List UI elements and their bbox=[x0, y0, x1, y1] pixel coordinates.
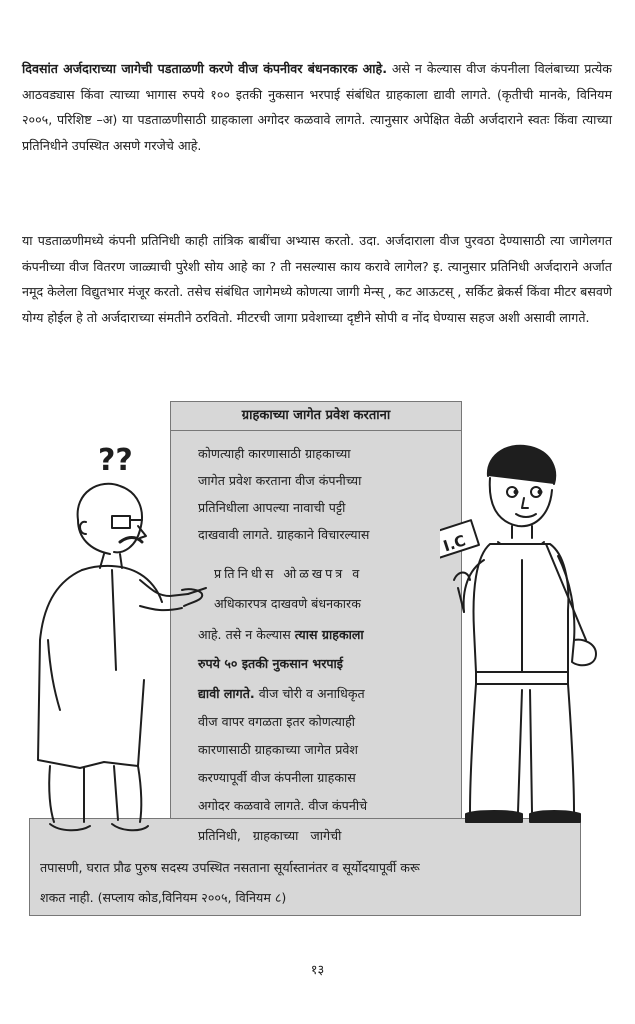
intro-paragraph bbox=[22, 56, 612, 158]
box-line-bold bbox=[198, 650, 343, 677]
box-line: प्रतिनिधीला आपल्या नावाची पट्टी bbox=[198, 500, 346, 515]
box-line: जागेत प्रवेश करताना वीज कंपनीच्या bbox=[198, 473, 362, 488]
question-marks: ?? bbox=[98, 443, 133, 478]
box-line: कोणत्याही कारणासाठी ग्राहकाच्या bbox=[198, 446, 351, 461]
box-bold-text: रुपये ५० इतकी नुकसान भरपाई bbox=[198, 656, 343, 671]
box-line: करण्यापूर्वी वीज कंपनीला ग्राहकास bbox=[198, 770, 356, 785]
box-line-text: वीज चोरी व अनाधिकृत bbox=[258, 686, 365, 701]
box-line: अगोदर कळवावे लागते. वीज कंपनीचे bbox=[198, 798, 368, 813]
box-line: दाखवावी लागते. ग्राहकाने विचारल्यास bbox=[198, 527, 370, 542]
box-bold-fragment: त्यास ग्राहकाला bbox=[294, 627, 364, 642]
box-line: प्रतिनिधीस ओळखपत्र व bbox=[214, 566, 363, 581]
box-line: वीज वापर वगळता इतर कोणत्याही bbox=[198, 714, 356, 729]
old-man-illustration bbox=[20, 430, 210, 845]
box-line-text: आहे. तसे न केल्यास bbox=[198, 627, 291, 642]
intro-text: असे न केल्यास वीज कंपनीला विलंबाच्या प्रत्येक आठवड्यास किंवा त्याच्या भागास रुपये १०० इतकी नुकसान भरपाई संबंधित ग्राहकाला द्यावी लागते. (कृतीची मानके, विनियम २००५, परिशिष्ट –अ) या पडताळणीसाठी ग्राहकाला अगोदर कळवावे लागते. त्यानुसार अपेक्षित वेळी अर्जदाराने स्वतः किंवा त्याच्या प्रतिनिधीने उपस्थित असणे गरजेचे आहे. bbox=[22, 61, 612, 153]
representative-illustration bbox=[440, 440, 620, 840]
box-line: अधिकारपत्र दाखवणे बंधनकारक bbox=[214, 596, 361, 611]
intro-bold-heading: दिवसांत अर्जदाराच्या जागेची पडताळणी करणे वीज कंपनीवर बंधनकारक आहे. bbox=[22, 61, 387, 76]
box-line: शकत नाही. (सप्लाय कोड,विनियम २००५, विनियम ८) bbox=[40, 890, 287, 905]
id-card-text: I.C bbox=[441, 531, 468, 556]
box-line: प्रतिनिधी, ग्राहकाच्या जागेची bbox=[198, 828, 342, 843]
box-line bbox=[198, 680, 365, 707]
box-line: तपासणी, घरात प्रौढ पुरुष सदस्य उपस्थित नसताना सूर्यास्तानंतर व सूर्योदयापूर्वी करू bbox=[40, 860, 420, 875]
info-box-title: ग्राहकाच्या जागेत प्रवेश करताना bbox=[170, 401, 462, 431]
box-line: कारणासाठी ग्राहकाच्या जागेत प्रवेश bbox=[198, 742, 358, 757]
box-bold-text: द्यावी लागते. bbox=[198, 686, 255, 701]
page-number: १३ bbox=[310, 963, 325, 978]
box-line bbox=[198, 621, 364, 648]
verification-paragraph: या पडताळणीमध्ये कंपनी प्रतिनिधी काही तांत्रिक बाबींचा अभ्यास करतो. उदा. अर्जदाराला वीज पुरवठा देण्यासाठी त्या जागेलगत कंपनीच्या वीज वितरण जाळ्याची पुरेशी सोय आहे का ? ती नसल्यास काय करावे लागेल? इ. त्यानुसार प्रतिनिधी अर्जदाराने अर्जात नमूद केलेला विद्युतभार मंजूर करतो. तसेच संबंधित जागेमध्ये कोणत्या जागी मेन्स् , कट आऊटस् , सर्किट ब्रेकर्स किंवा मीटर बसवणे योग्य होईल हे तो अर्जदाराच्या संमतीने ठरवितो. मीटरची जागा प्रवेशाच्या दृष्टीने सोपी व नोंद घेण्यास सहज अशी असावी लागते. bbox=[22, 233, 612, 325]
